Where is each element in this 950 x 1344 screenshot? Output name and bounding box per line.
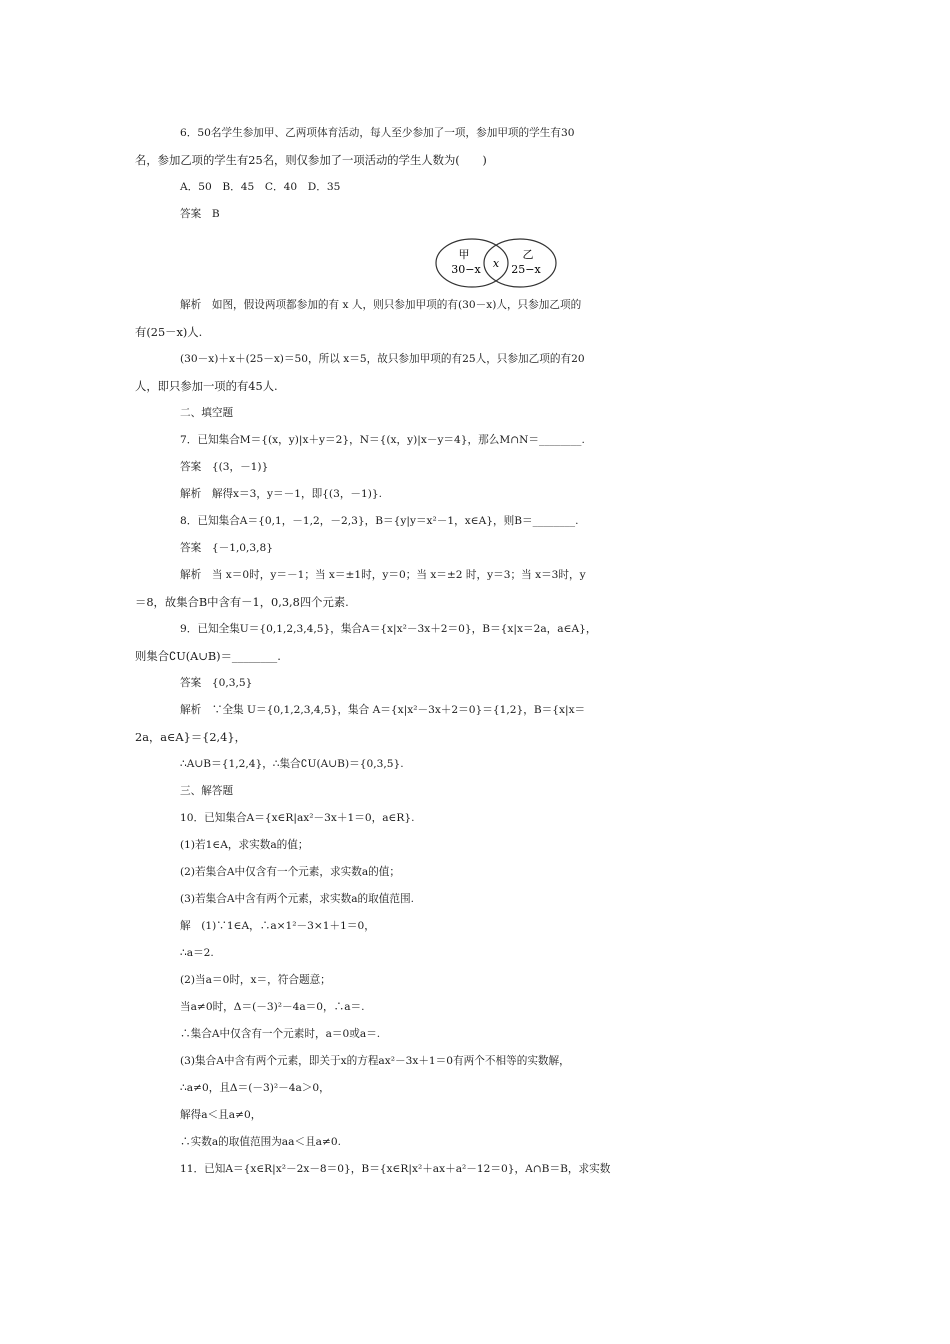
question-6-analysis-line-4: 人，即只参加一项的有45人. (135, 379, 278, 393)
question-6-analysis-line-1: 解析 如图，假设两项都参加的有 x 人，则只参加甲项的有(30－x)人，只参加乙项的 (180, 298, 582, 311)
solution-line-4: 当a≠0时，Δ＝(－3)²－4a＝0，∴a＝. (180, 1000, 365, 1013)
solution-line-2: ∴a＝2. (180, 946, 214, 959)
question-10-part-3: (3)若集合A中含有两个元素，求实数a的取值范围. (180, 892, 414, 905)
question-8-analysis-line-2: ＝8，故集合B中含有－1，0,3,8四个元素. (135, 595, 349, 609)
question-11: 11．已知A＝{x∈R|x²－2x－8＝0}，B＝{x∈R|x²＋ax＋a²－12＝0}，A∩B＝B，求实数 (180, 1162, 611, 1175)
venn-label-intersection: x (492, 257, 500, 270)
solution-line-9: ∴实数a的取值范围为aa＜且a≠0. (180, 1135, 342, 1148)
question-6-line-1: 6．50名学生参加甲、乙两项体育活动，每人至少参加了一项，参加甲项的学生有30 (180, 126, 575, 139)
question-9-analysis-line-2: 2a，a∈A}＝{2,4}， (135, 730, 246, 744)
question-9-analysis-line-1: 解析 ∵全集 U＝{0,1,2,3,4,5}，集合 A＝{x|x²－3x＋2＝0}＝{1,2}，B＝{x|x＝ (180, 703, 586, 716)
question-8: 8．已知集合A＝{0,1，－1,2，－2,3}，B＝{y|y＝x²－1，x∈A}，则B＝________. (180, 514, 579, 527)
question-6-options: A．50 B．45 C．40 D．35 (180, 180, 341, 193)
venn-label-yi-count: 25−x (511, 263, 541, 276)
solution-line-8: 解得a＜且a≠0， (180, 1108, 262, 1121)
question-7: 7．已知集合M＝{(x，y)|x＋y＝2}，N＝{(x，y)|x－y＝4}，那么M∩N＝________. (180, 433, 585, 446)
question-7-answer: 答案 {(3，－1)} (180, 460, 269, 473)
question-7-analysis: 解析 解得x＝3，y＝－1，即{(3，－1)}. (180, 487, 383, 500)
question-8-answer: 答案 {－1,0,3,8} (180, 541, 274, 554)
solution-line-6: (3)集合A中含有两个元素，即关于x的方程ax²－3x＋1＝0有两个不相等的实数解， (180, 1054, 570, 1067)
section-heading-fill-in: 二、填空题 (180, 406, 234, 419)
question-10: 10．已知集合A＝{x∈R|ax²－3x＋1＝0，a∈R}. (180, 811, 415, 824)
question-9-analysis-line-3: ∴A∪B＝{1,2,4}，∴集合∁U(A∪B)＝{0,3,5}. (180, 757, 404, 770)
solution-line-3: (2)当a＝0时，x＝，符合题意； (180, 973, 331, 986)
question-8-analysis-line-1: 解析 当 x＝0时，y＝－1；当 x＝±1时，y＝0；当 x＝±2 时，y＝3；当 x＝3时，y (180, 568, 586, 581)
venn-label-jia-count: 30−x (451, 263, 481, 276)
question-10-part-2: (2)若集合A中仅含有一个元素，求实数a的值； (180, 865, 400, 878)
section-heading-solve: 三、解答题 (180, 784, 234, 797)
venn-diagram (434, 236, 558, 290)
question-9-answer: 答案 {0,3,5} (180, 676, 253, 689)
question-9-line-2: 则集合∁U(A∪B)＝________. (135, 649, 281, 663)
question-9-line-1: 9．已知全集U＝{0,1,2,3,4,5}，集合A＝{x|x²－3x＋2＝0}，B＝{x|x＝2a，a∈A}， (180, 622, 597, 635)
question-6-line-2: 名，参加乙项的学生有25名，则仅参加了一项活动的学生人数为( ) (135, 153, 487, 167)
question-10-part-1: (1)若1∈A，求实数a的值； (180, 838, 309, 851)
question-6-analysis-line-2: 有(25－x)人. (135, 325, 203, 339)
question-6-analysis-line-3: (30－x)＋x＋(25－x)＝50，所以 x＝5，故只参加甲项的有25人，只参加乙项的有20 (180, 352, 585, 365)
solution-line-1: 解 (1)∵1∈A，∴a×1²－3×1＋1＝0， (180, 919, 375, 932)
solution-line-7: ∴a≠0，且Δ＝(－3)²－4a＞0， (180, 1081, 330, 1094)
venn-label-jia: 甲 (458, 248, 470, 261)
venn-label-yi: 乙 (522, 248, 534, 261)
question-6-answer: 答案 B (180, 207, 220, 220)
solution-line-5: ∴集合A中仅含有一个元素时，a＝0或a＝. (180, 1027, 381, 1040)
